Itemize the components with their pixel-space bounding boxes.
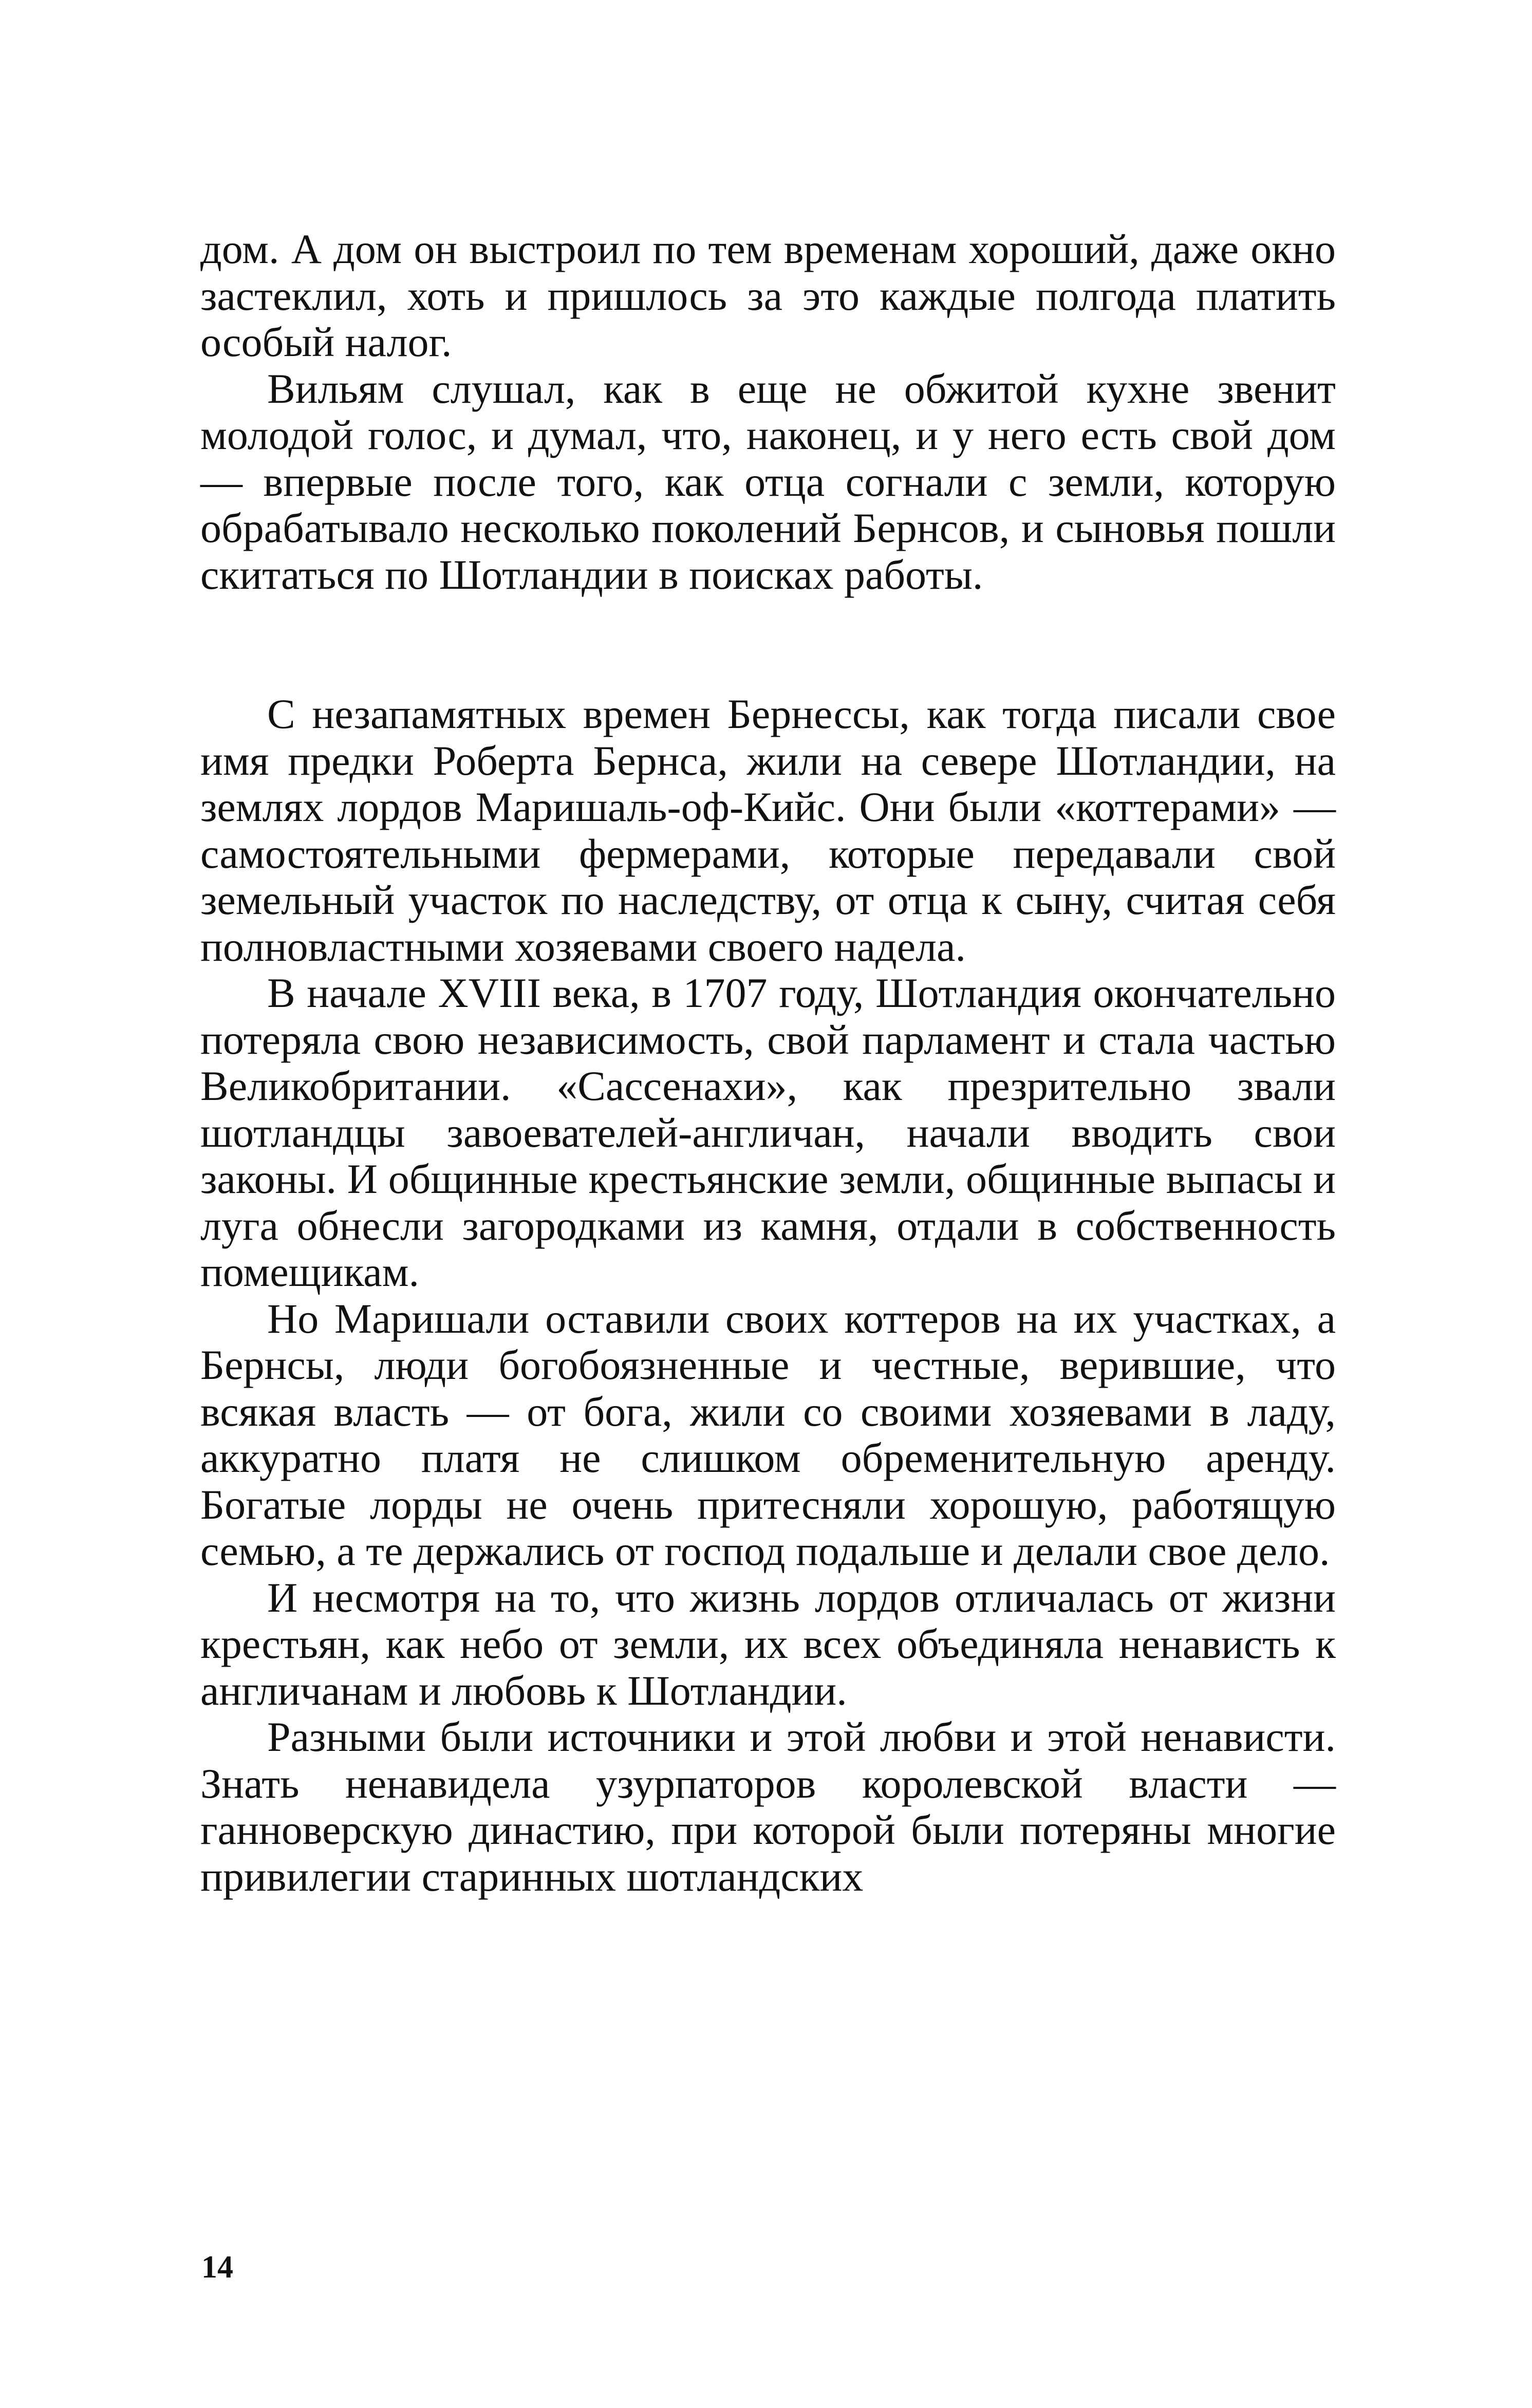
page-number: 14 [201,2250,233,2285]
page-body [200,226,1336,1900]
paragraph-1707: В начале XVIII века, в 1707 году, Шотландия окончательно потеряла свою независимость, свой парламент и стала частью Великобритании. «Сассенахи», как презрительно звали шотландцы завоевателей-англичан, начали вводить свои законы. И общинные крестьянские земли, общинные выпасы и луга обнесли загородками из камня, отдали в собственность помещикам. [200,969,1336,1295]
paragraph-marishali: Но Маришали оставили своих коттеров на их участках, а Бернсы, люди богобоязненные и честные, верившие, что всякая власть — от бога, жили со своими хозяевами в ладу, аккуратно платя не слишком обременительную аренду. Богатые лорды не очень притесняли хорошую, работящую семью, а те держались от господ подальше и делали свое дело. [200,1295,1336,1574]
paragraph-raznymi: Разными были источники и этой любви и этой ненависти. Знать ненавидела узурпаторов королевской власти — ганноверскую династию, при которой были потеряны многие привилегии старинных шотландских [200,1713,1336,1900]
paragraph-wiliam: Вильям слушал, как в еще не обжитой кухне звенит молодой голос, и думал, что, наконец, и у него есть свой дом — впервые после того, как отца согнали с земли, которую обрабатывало несколько поколений Бернсов, и сыновья пошли скитаться по Шотландии в поисках работы. [200,365,1336,598]
paragraph-nesmotrya: И несмотря на то, что жизнь лордов отличалась от жизни крестьян, как небо от земли, их всех объединяла ненависть к англичанам и любовь к Шотландии. [200,1574,1336,1714]
section-break [200,598,1336,691]
paragraph-continuation: дом. А дом он выстроил по тем временам хороший, даже окно застеклил, хоть и пришлось за это каждые полгода платить особый налог. [200,226,1336,365]
paragraph-bernessy: С незапамятных времен Бернессы, как тогда писали свое имя предки Роберта Бернса, жили на севере Шотландии, на землях лордов Маришаль-оф-Кийс. Они были «коттерами» — самостоятельными фермерами, которые передавали свой земельный участок по наследству, от отца к сыну, считая себя полновластными хозяевами своего надела. [200,690,1336,970]
